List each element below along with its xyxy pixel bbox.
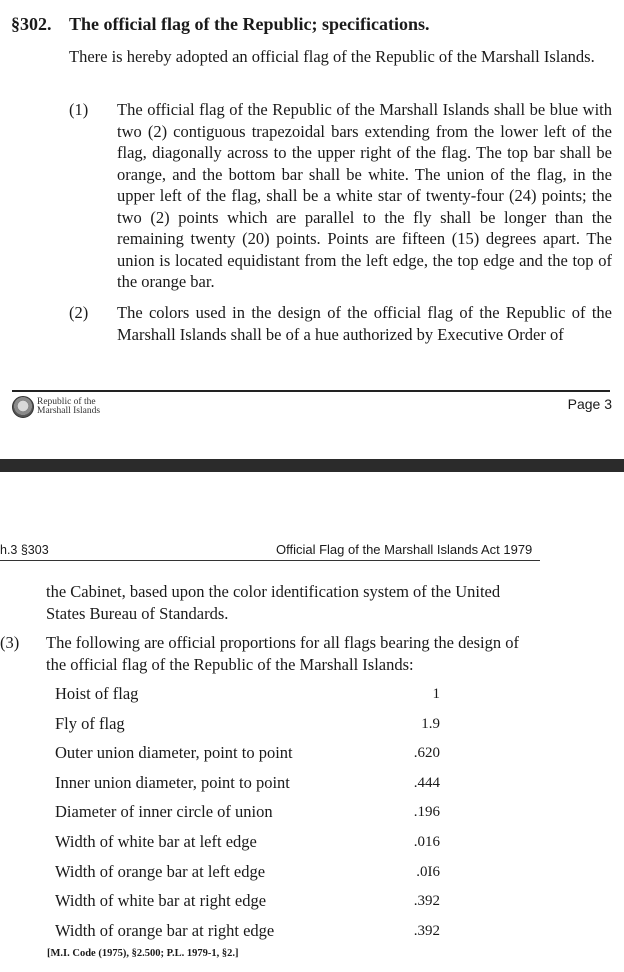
table-row bbox=[55, 920, 455, 950]
intro-paragraph: There is hereby adopted an official flag of the Republic of the Marshall Islands. bbox=[69, 47, 595, 66]
continuation-text: the Cabinet, based upon the color identification system of the United States Bureau of Standards. bbox=[46, 582, 501, 623]
proportion-label: Fly of flag bbox=[55, 713, 125, 733]
paragraph-number-3: (3) bbox=[0, 633, 20, 652]
section-heading bbox=[11, 14, 429, 35]
paragraph-1: The official flag of the Republic of the Marshall Islands shall be blue with two (2) contiguous trapezoidal bars extending from the lower left of the flag, diagonally across to the upper right of the flag. The top bar shall be orange, and the bottom bar shall be white. The union of the flag, in the upper left of the flag, shall be a white star of twenty-four (24) points; the two (2) points which are parallel to the fly shall be longer than the remaining twenty (20) points. Points are fifteen (15) degrees apart. The union is located equidistant from the left edge, the top edge and the top of the orange bar. bbox=[117, 100, 612, 291]
section-number: §302. bbox=[11, 14, 52, 34]
proportions-table bbox=[55, 683, 455, 949]
proportion-value: 1.9 bbox=[421, 715, 440, 732]
running-header-right: Official Flag of the Marshall Islands Act 1979 bbox=[276, 542, 533, 557]
proportion-value: .196 bbox=[413, 804, 440, 821]
proportion-label: Outer union diameter, point to point bbox=[55, 743, 293, 763]
proportion-value: .392 bbox=[413, 893, 440, 910]
paragraph-number-1: (1) bbox=[69, 100, 89, 119]
table-row bbox=[55, 831, 455, 861]
proportion-value: .0I6 bbox=[416, 863, 440, 880]
paragraph-3: The following are official proportions for all flags bearing the design of the official flag of the Republic of the Marshall Islands: bbox=[46, 633, 520, 674]
republic-seal-icon bbox=[12, 396, 34, 418]
proportion-label: Width of white bar at right edge bbox=[55, 891, 267, 911]
proportion-value: .392 bbox=[413, 922, 440, 939]
proportion-label: Diameter of inner circle of union bbox=[55, 802, 273, 822]
proportion-label: Width of orange bar at left edge bbox=[55, 861, 266, 881]
table-row bbox=[55, 801, 455, 831]
proportion-value: 1 bbox=[432, 686, 440, 702]
footer-logo-text: Republic of the Marshall Islands bbox=[37, 397, 101, 416]
page-separator bbox=[0, 459, 624, 472]
table-row bbox=[55, 683, 455, 713]
table-row bbox=[55, 772, 455, 802]
proportion-label: Width of white bar at left edge bbox=[55, 831, 257, 851]
proportion-value: .444 bbox=[413, 774, 440, 791]
running-header-left: h.3 §303 bbox=[0, 543, 49, 557]
page-number: Page 3 bbox=[567, 396, 612, 412]
footer-rule bbox=[12, 390, 610, 392]
proportion-label: Hoist of flag bbox=[55, 684, 139, 703]
citation: [M.I. Code (1975), §2.500; P.L. 1979-1, §2.] bbox=[47, 948, 239, 959]
paragraph-number-2: (2) bbox=[69, 303, 89, 322]
section-title: The official flag of the Republic; specifications. bbox=[69, 14, 430, 34]
table-row bbox=[55, 890, 455, 920]
header-rule bbox=[0, 560, 540, 561]
table-row bbox=[55, 742, 455, 772]
proportion-value: .620 bbox=[413, 745, 440, 762]
proportion-value: .016 bbox=[413, 833, 440, 850]
table-row bbox=[55, 861, 455, 891]
proportion-label: Inner union diameter, point to point bbox=[55, 772, 290, 792]
proportion-label: Width of orange bar at right edge bbox=[55, 920, 275, 940]
table-row bbox=[55, 713, 455, 743]
paragraph-2: The colors used in the design of the official flag of the Republic of the Marshall Islands shall be of a hue authorized by Executive Order of bbox=[117, 303, 612, 344]
